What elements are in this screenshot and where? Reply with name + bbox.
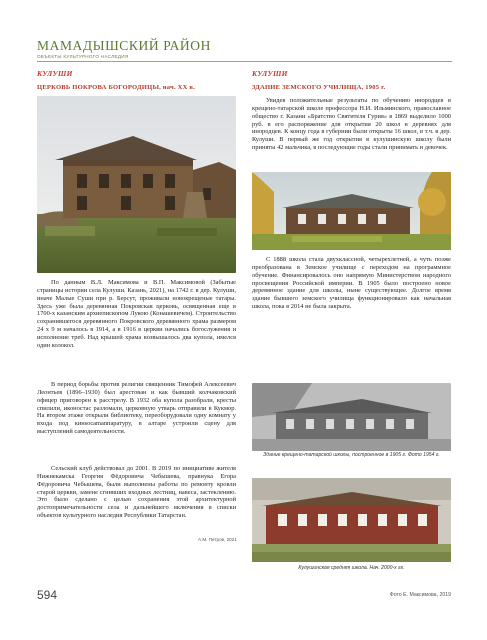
left-kicker: КУЛУШИ: [37, 69, 73, 78]
left-headline: ЦЕРКОВЬ ПОКРОВА БОГОРОДИЦЫ, нач. XX в.: [37, 84, 196, 91]
header-rule: [37, 61, 452, 62]
author-signature: А.М. Петров, 2021: [198, 537, 237, 542]
right-paragraph: С 1888 школа стала двухклассной, четырехлетней, а чуть позже преобразована в Земское училище с переходом на программное обучение. Финансировалось оно напрямую Министерством народного просвещения Российской империи. В 1905 было построено новое деревянное здание для школы, ныне существующее. Долгое время здание бывшего земского училища функционировало как начальная школа, пока в 2014 не была закрыта.: [252, 256, 451, 311]
photo-caption-1954: Здание крещено-татарской школы, построенное в 1905 г. Фото 1954 г.: [263, 452, 440, 458]
right-kicker: КУЛУШИ: [252, 69, 288, 78]
page-number: 594: [37, 588, 58, 602]
left-paragraph: В период борьбы против религии священник Тимофей Алексеевич Леонтьев (1896–1930) был арестован и как бывший колчаковский офицер приговорен к расстрелу. В 1932 оба купола разобрали, кресты спилили, иконостас разломали, церковную утварь отправили в Кукмор. На втором этаже открыли библиотеку, переоборудовали одну комнату у входа под кинsocamanпаратуру, в алтаре устроили сцену для выступлений самодеятельности.: [37, 381, 236, 436]
school-photo-color: [252, 172, 451, 250]
section-title: МАМАДЫШСКИЙ РАЙОН: [37, 38, 211, 53]
school-photo-1954: [252, 383, 451, 451]
right-headline: ЗДАНИЕ ЗЕМСКОГО УЧИЛИЩА, 1905 г.: [252, 84, 386, 91]
photo-caption-2000s: Кулушинская средняя школа. Нач. 2000-х гг.: [298, 565, 405, 571]
photo-credit: Фото Е. Максимова, 2019: [389, 592, 451, 598]
right-paragraph: Увидев положительные результаты по обучению инородцев в крещено-татарской школе профессора Н.И. Ильминского, православное общество г. Казани «Братство Святителя Гурия» в 1869 выделило 1000 руб. в его распоряжение для открытия 20 школ в деревнях для инородцев. К концу года в губернии были открыты 16 школ, в т.ч. в дер. Кулуши. В первый же год открытия в кулушинскую школу были приняты 42 мальчика, в последующие годы стали принимать и девочек.: [252, 97, 451, 152]
left-paragraph: Сельский клуб действовал до 2001. В 2019 по инициативе жителя Нижнекамска Георгия Фёдоровича Чебышева, правнука Егора Фёдоровича Чебышева, были выполнены работы по ремонту кровли старой церкви, замене сгнивших входных лестниц, навеса, застеклению. Это было сделано с целью сохранения этой архитектурной достопримечательности села и дальнейшего включения в списки объектов культурного наследия Республики Татарстан.: [37, 465, 236, 520]
church-photo: [37, 96, 236, 273]
school-photo-2000s: [252, 478, 451, 562]
section-subtitle: ОБЪЕКТЫ КУЛЬТУРНОГО НАСЛЕДИЯ: [37, 54, 129, 59]
left-paragraph: По данным В.Л. Максимова и В.П. Максимовой (Забытые страницы истории села Кулуши. Казань, 2021), на 1742 г. в дер. Кулуши, иначе Малые Суши при р. Берсут, проживали новокрещеные татары. Здесь уже была деревянная Покровская церковь, освященная еще в 1700-х казанским архиепископом Лукою (Конашевичем). Строительство сохранившегося деревянного Покровского деревянного храма размером 24 х 9 м началось в 1914, а в 1916 в церкви начались богослужения и исполнение треб. Над крышей храма возвышалось два купола, имелся один колокол.: [37, 279, 236, 349]
